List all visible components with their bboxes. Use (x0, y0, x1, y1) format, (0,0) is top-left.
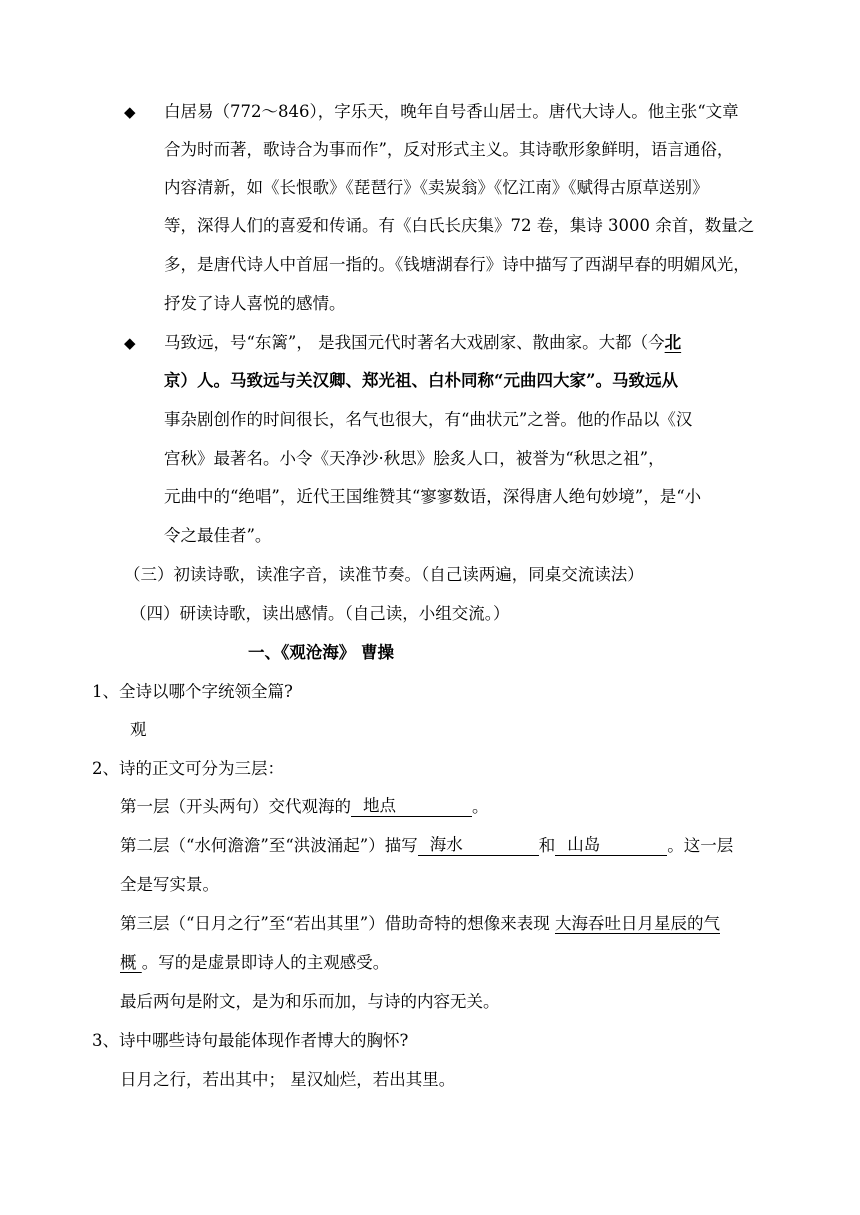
layer-2-end: 。这一层 (667, 836, 734, 855)
layer-2-continuation: 全是写实景。 (120, 875, 219, 894)
layer-2-text: 第二层（“水何澹澹”至“洪波涌起”）描写 (120, 836, 418, 855)
ma-zhiyuan-line-3: 事杂剧创作的时间很长，名气也很大，有“曲状元”之誉。他的作品以《汉 (164, 410, 693, 429)
answer-1: 观 (130, 720, 147, 739)
layer-2-blank-2-answer: 山岛 (567, 835, 601, 854)
layer-1-text: 第一层（开头两句）交代观海的 (120, 797, 351, 816)
answer-3: 日月之行，若出其中； 星汉灿烂，若出其里。 (120, 1070, 456, 1089)
question-3: 3、诗中哪些诗句最能体现作者博大的胸怀? (92, 1031, 409, 1050)
layer-2-and: 和 (538, 836, 556, 855)
layer-1-blank (351, 796, 472, 817)
layer-3-continuation (120, 952, 389, 974)
bullet-diamond-icon: ◆ (124, 103, 136, 121)
bai-juyi-line-6: 抒发了诗人喜悦的感情。 (164, 294, 346, 313)
section-3: （三）初读诗歌，读准字音，读准节奏。（自己读两遍，同桌交流读法） (124, 565, 644, 584)
poem-heading: 一、《观沧海》 曹操 (248, 643, 394, 662)
layer-2-blank-2 (555, 835, 667, 856)
layer-3-end: 。写的是虚景即诗人的主观感受。 (141, 953, 390, 972)
bai-juyi-line-5: 多，是唐代诗人中首屈一指的。《钱塘湖春行》诗中描写了西湖早春的明媚风光， (164, 255, 750, 274)
layer-3-answer-part-1: 大海吞吐日月星辰的气 (555, 914, 720, 933)
ma-zhiyuan-line-5: 元曲中的“绝唱”，近代王国维赞其“寥寥数语，深得唐人绝句妙境”，是“小 (164, 487, 702, 506)
ma-zhiyuan-line-1 (164, 332, 681, 354)
ma-zhiyuan-line-2: 京）人。马致远与关汉卿、郑光祖、白朴同称“元曲四大家”。马致远从 (164, 371, 678, 390)
question-2: 2、诗的正文可分为三层： (92, 759, 284, 778)
section-4: （四）研读诗歌，读出感情。（自己读，小组交流。） (130, 604, 510, 623)
ma-zhiyuan-line-6: 令之最佳者”。 (164, 526, 272, 545)
layer-1-end: 。 (472, 797, 489, 816)
layer-2-blank-1 (418, 835, 539, 856)
layer-2 (120, 835, 733, 857)
layer-3 (120, 913, 720, 935)
ma-zhiyuan-line-1-text: 马致远，号“东篱”， 是我国元代时著名大戏剧家、散曲家。大都（今 (164, 333, 665, 352)
layer-1 (120, 796, 489, 818)
bai-juyi-line-4: 等，深得人们的喜爱和传诵。有《白氏长庆集》72 卷，集诗 3000 余首，数量之 (164, 216, 755, 235)
ma-zhiyuan-line-4: 宫秋》最著名。小令《天净沙·秋思》脍炙人口，被誉为“秋思之祖”， (164, 449, 665, 468)
layer-3-answer-part-2: 概 (120, 953, 137, 972)
appendix-note: 最后两句是附文，是为和乐而加，与诗的内容无关。 (120, 992, 500, 1011)
question-1: 1、全诗以哪个字统领全篇? (92, 682, 293, 701)
bai-juyi-line-3: 内容清新，如《长恨歌》《琵琶行》《卖炭翁》《忆江南》《赋得古原草送别》 (164, 178, 709, 197)
bai-juyi-line-2: 合为时而著，歌诗合为事而作”，反对形式主义。其诗歌形象鲜明，语言通俗， (164, 140, 734, 159)
layer-1-blank-answer: 地点 (363, 796, 396, 815)
bullet-diamond-icon: ◆ (124, 334, 136, 352)
ma-zhiyuan-line-1-bold: 北 (664, 333, 682, 352)
layer-2-blank-1-answer: 海水 (429, 835, 463, 854)
bai-juyi-line-1: 白居易（772～846），字乐天，晚年自号香山居士。唐代大诗人。他主张“文章 (164, 102, 739, 121)
layer-3-text: 第三层（“日月之行”至“若出其里”）借助奇特的想像来表现 (120, 914, 550, 933)
